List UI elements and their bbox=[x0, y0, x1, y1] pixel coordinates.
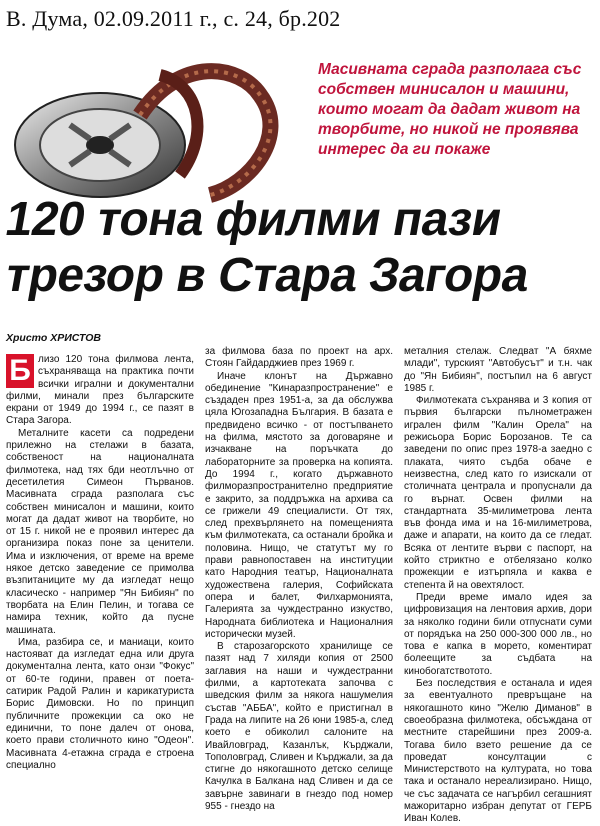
paragraph: лизо 120 тона филмова лента, съхраняваща на практика почти всички игрални и документални филми, минали през българските екрани от 1949 до 1994 г., се пазят в Стара Загора. bbox=[6, 354, 194, 427]
paragraph: Филмотеката съхранява и 3 копия от първия български пълнометражен игрален филм "Калин Орела" на режисьора Борис Борозанов. Те са заведени по опис през 1978-а заедно с плаката, чиято съдба обаче е неизвестна, след като го изискали от столичната централа и пропуснали да го върнат. Освен филми на стандартната 35-милиметрова лента във фонда има и на 16-милиметрова, даже и апарати, на които да се гледат. Всяка от лентите върви с паспорт, на който стриктно е отбелязано колко прожекции е изтърпяла и каква е степента й на овехтялост. bbox=[404, 395, 592, 591]
column-1 bbox=[6, 346, 194, 772]
paragraph: Има, разбира се, и маниаци, които настояват да изгледат една или друга документална лента, като онзи "Фокус" от 60-те години, правен от поета-сатирик Радой Ралин и карикатуриста Борис Димовски. Но по принцип публичните прожекции са око не единични, то поне далеч от онова, което прави столичното кино "Одеон". Масивната 4-етажна сграда е строена специално bbox=[6, 636, 194, 771]
lead-text: Масивната сграда разполага със собствен минисалон и машини, които могат да дадат живот на творбите, но никой не проявява интерес да ги покаже bbox=[318, 61, 582, 158]
byline: Христо ХРИСТОВ bbox=[6, 332, 101, 344]
paragraph: Металните касети са подредени прилежно на стелажи в базата, собственост на националната филмотека, над тях бди неотлъчно от десетилетия Симеон Първанов. Масивната сграда разполага със собствен минисалон и машини, които могат да дадат живот на творбите, но от 15 г. никой не е проявил интерес да организира показ поне за ценители. Има и изключения, от време на време някое детско заведение се примолва възпитаниците му да изгледат нещо класическо - например "Ян Бибиян" по творбата на Елин Пелин, и тогава се намира техник, който да пусне машината. bbox=[6, 427, 194, 636]
paragraph: В старозагорското хранилище се пазят над 7 хиляди копия от 2500 заглавия на наши и чуждестранни филми, а картотеката започва с шведския филм за някога нашумелия състав "АББА", който е пристигнал в Града на липите на 26 юни 1985-а, след което е обиколил салоните на Ивайловград, Казанлък, Кърджали, Тополовград, Сливен и Кърджали, за да стигне до някогашното детско селище Качулка в Балкана над Сливен и да се завърне завинаги в гнездо под номер 955 - гнездо на bbox=[205, 641, 393, 812]
paragraph: Иначе клонът на Държавно обединение "Кинаразпространение" е създаден през 1951-а, за да обслужва цяла Югозападна България. В базата е предвидено всичко - от постъпването на филма, мястото за договаряне и изчакване на поръчката до лабораторните за проверка на копията. До 1994 г., когато държавното филморазпространително предприятие е закрито, за поддръжка на архива са се грижели 49 специалисти. От тях, след прехвърлянето на помещенията към филмотеката, са останали бройка и половина. Нищо, че статутът му го прави равнопоставен на институции като Народния театър, Националната художествена галерия, Софийската опера и балет, Филхармонията, Галерията за чуждестранно изкуство, Народната библиотека и Националния исторически музей. bbox=[205, 370, 393, 640]
film-reel-photo bbox=[10, 55, 310, 205]
headline-line-2: трезор в Стара Загора bbox=[1, 249, 533, 302]
paragraph: Без последствия е останала и идея за евентуалното превръщане на някогашното кино "Желю Диманов" в своеобразна филмотека, обсъждана от местните старейшини през 2009-а. Тогава било взето решение да се проведат консултации с Министерството на културата, но това така и останало нереализирано. Нищо, че със задачата се нагърбил сегашният мажоритарно избран депутат от ГЕРБ Иван Колев. bbox=[404, 678, 592, 825]
column-2 bbox=[205, 346, 393, 813]
paragraph: за филмова база по проект на арх. Стоян Гайдарджиев през 1969 г. bbox=[205, 346, 393, 370]
article-body bbox=[6, 346, 594, 825]
column-3 bbox=[404, 346, 592, 826]
paragraph: металния стелаж. Следват "А бяхме млади", турският "Автобусът" и т.н. чак до "Ян Бибиян", постъпил на 6 август 1985 г. bbox=[404, 346, 592, 394]
source-line: В. Дума, 02.09.2011 г., с. 24, бр.202 bbox=[6, 6, 341, 31]
headline-line-1: 120 тона филми пази bbox=[1, 193, 506, 246]
paragraph: Преди време имало идея за цифровизация на лентовия архив, дори за няколко години били отпуснати суми от порядъка на 250 000-300 000 лв., но това е капка в морето, коментират болеещите за съдбата на кинобогатствотото. bbox=[404, 591, 592, 677]
headline bbox=[1, 192, 596, 304]
drop-cap: Б bbox=[6, 354, 34, 388]
